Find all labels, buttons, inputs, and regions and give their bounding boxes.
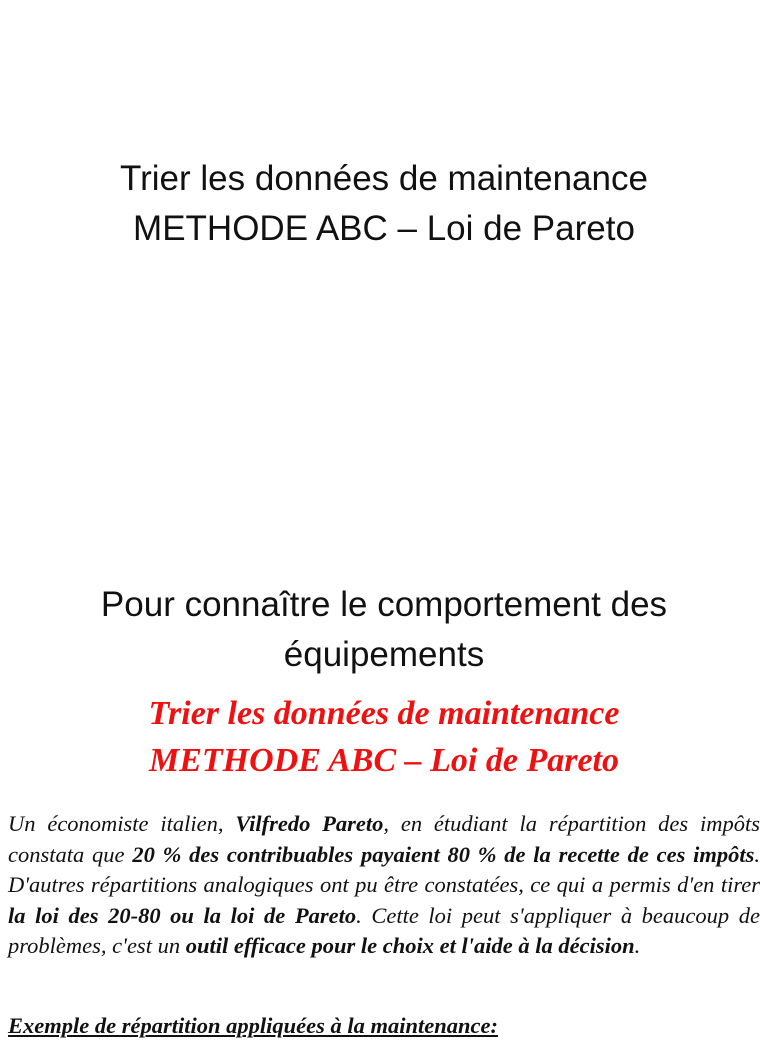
pareto-paragraph [8, 809, 760, 962]
red-section-heading [0, 690, 768, 784]
paragraph-bold-segment: 20 % des contribuables payaient 80 % de la recette de ces impôts [132, 841, 755, 867]
slide-2-title [0, 580, 768, 680]
red-heading-line-2: METHODE ABC – Loi de Pareto [148, 742, 620, 779]
paragraph-segment: . D'autres répartitions analogiques ont pu être constatées, ce qui a permis d'en tirer [8, 841, 761, 897]
paragraph-segment: , en étudiant la répartition des impôts constata que [8, 811, 760, 867]
paragraph-bold-segment: Vilfredo Pareto [235, 811, 384, 836]
slide-2-title-line-2: équipements [283, 635, 485, 674]
slide-1-title [0, 154, 768, 254]
paragraph-segment: . Cette loi peut s'appliquer à beaucoup de problèmes, c'est un [8, 902, 760, 958]
example-heading-cut-off: Exemple de répartition appliquées à la maintenance: [8, 1013, 498, 1038]
paragraph-bold-segment: outil efficace pour le choix et l'aide à la décision [185, 933, 635, 958]
paragraph-bold-segment: la loi des 20-80 ou la loi de Pareto [8, 902, 357, 928]
red-heading-line-1: Trier les données de maintenance [148, 695, 620, 732]
paragraph-segment: Un économiste italien, [8, 811, 236, 836]
slide-1-title-line-2: METHODE ABC – Loi de Pareto [133, 209, 635, 248]
slide-1-title-line-1: Trier les données de maintenance [120, 159, 648, 198]
paragraph-segment: . [634, 933, 641, 958]
slide-2-title-line-1: Pour connaître le comportement des [100, 585, 668, 624]
